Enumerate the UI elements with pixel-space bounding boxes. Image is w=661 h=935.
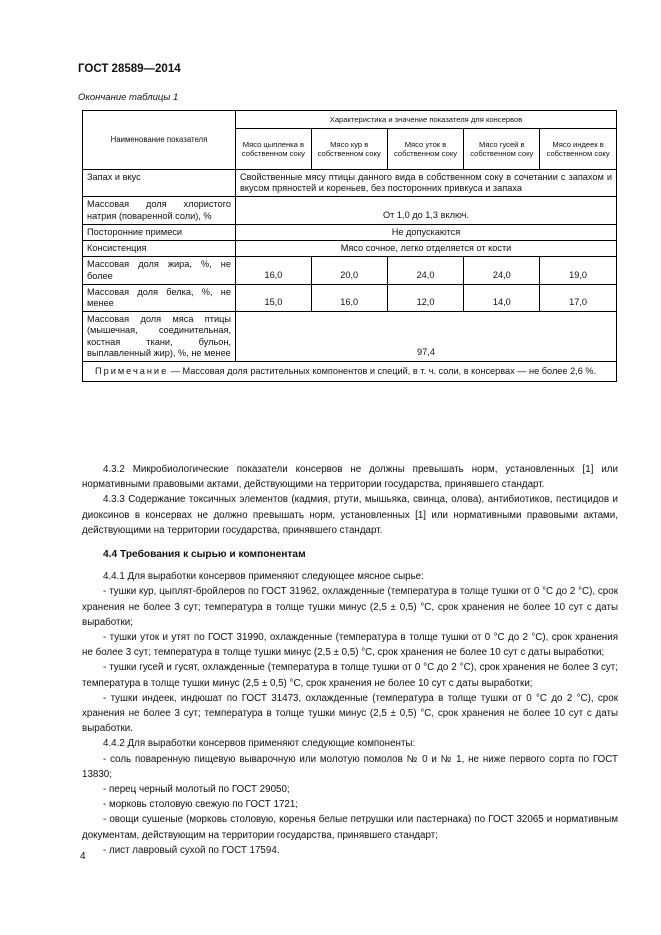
fat-value-duck: 24,0 xyxy=(387,257,464,284)
table-note-row xyxy=(83,362,617,382)
note-label: Примечание xyxy=(95,366,169,377)
row-value-smell: Свойственные мясу птицы данного вида в собственном соку в сочетании с запахом и вкусом пряностей и кореньев, без посторонних привкуса и запаха xyxy=(236,170,617,197)
list-item: - тушки уток и утят по ГОСТ 31990, охлажденные (температура в толще тушки от 0 °С до 2 °С), срок хранения не более 3 сут; температура в толще тушки минус (2,5 ± 0,5) °С, срок хранения не более 10 сут с даты выработки; xyxy=(82,632,618,659)
row-value-meat: 97,4 xyxy=(236,312,617,362)
paragraph-4-4-1: 4.4.1 Для выработки консервов применяют следующее мясное сырье: xyxy=(103,571,424,583)
paragraph-4-3-2: 4.3.2 Микробиологические показатели консервов не должны превышать норм, установленных [1] или нормативными правовыми актами, действующими на территории государства, принявшего стандарт. xyxy=(82,464,618,491)
list-item: - соль поваренную пищевую выварочную или молотую помолов № 0 и № 1, не ниже первого сорта по ГОСТ 13830; xyxy=(82,753,618,780)
column-header-duck: Мясо уток в собственном соку xyxy=(387,129,464,170)
column-header-name: Наименование показателя xyxy=(83,111,236,170)
fat-value-goose: 24,0 xyxy=(464,257,540,284)
paragraph-4-3-3: 4.3.3 Содержание токсичных элементов (кадмия, ртути, мышьяка, свинца, олова), антибиотиков, пестицидов и диоксинов в консервах не должно превышать норм, установленных [1] или нормативными правовыми актами, действующими на территории государства, принявшего стандарт. xyxy=(82,494,618,536)
document-title: ГОСТ 28589—2014 xyxy=(78,63,181,75)
protein-value-duck: 12,0 xyxy=(387,284,464,311)
body-text xyxy=(82,462,618,858)
group-header: Характеристика и значение показателя для консервов xyxy=(236,111,617,129)
row-name-fat: Массовая доля жира, %, не более xyxy=(83,257,236,284)
indicators-table xyxy=(82,110,617,382)
section-heading-4-4: 4.4 Требования к сырью и компонентам xyxy=(103,549,306,561)
list-item: - овощи сушеные (морковь столовую, коренья белые петрушки или пастернака) по ГОСТ 32065 и нормативным документам, действующим на территории государства, принявшего стандарт; xyxy=(82,814,618,841)
list-item: - перец черный молотый по ГОСТ 29050; xyxy=(103,784,290,796)
table-header-row xyxy=(83,111,617,129)
page-number: 4 xyxy=(80,851,86,862)
row-name-protein: Массовая доля белка, %, не менее xyxy=(83,284,236,311)
list-item: - тушки индеек, индюшат по ГОСТ 31473, охлажденные (температура в толще тушки от 0 °С до 2 °С), срок хранения не более 3 сут; температура в толще тушки минус (2,5 ± 0,5) °С, срок хранения не более 10 сут с даты выработки. xyxy=(82,692,618,735)
table-caption: Окончание таблицы 1 xyxy=(78,92,179,103)
row-value-salt: От 1,0 до 1,3 включ. xyxy=(236,197,617,224)
table-row xyxy=(83,312,617,362)
row-value-impurities: Не допускаются xyxy=(236,224,617,240)
row-name-impurities: Посторонние примеси xyxy=(83,224,236,240)
list-item: - лист лавровый сухой по ГОСТ 17594. xyxy=(103,844,280,856)
row-name-meat: Массовая доля мяса птицы (мышечная, соединительная, костная ткани, бульон, выплавленный жир), %, не менее xyxy=(83,312,236,362)
protein-value-hen: 16,0 xyxy=(311,284,387,311)
fat-value-chicken: 16,0 xyxy=(236,257,312,284)
table-row xyxy=(83,170,617,197)
table-row xyxy=(83,284,617,311)
row-name-salt: Массовая доля хлористого натрия (поваренной соли), % xyxy=(83,197,236,224)
table-row xyxy=(83,241,617,257)
fat-value-hen: 20,0 xyxy=(311,257,387,284)
protein-value-goose: 14,0 xyxy=(464,284,540,311)
table-row xyxy=(83,257,617,284)
row-value-consistency: Мясо сочное, легко отделяется от кости xyxy=(236,241,617,257)
list-item: - тушки кур, цыплят-бройлеров по ГОСТ 31962, охлажденные (температура в толще тушки от 0 °С до 2 °С), срок хранения не более 3 сут; температура в толще тушки минус (2,5 ± 0,5) °С, срок хранения не более 10 сут с даты выработки; xyxy=(82,586,618,628)
table-row xyxy=(83,224,617,240)
protein-value-chicken: 15,0 xyxy=(236,284,312,311)
fat-value-turkey: 19,0 xyxy=(540,257,617,284)
row-name-smell: Запах и вкус xyxy=(83,170,236,197)
paragraph-4-4-2: 4.4.2 Для выработки консервов применяют следующие компоненты: xyxy=(103,738,416,750)
protein-value-turkey: 17,0 xyxy=(540,284,617,311)
column-header-hen: Мясо кур в собственном соку xyxy=(311,129,387,170)
note-text: — Массовая доля растительных компонентов и специй, в т. ч. соли, в консервах — не более 2,6 %. xyxy=(168,366,597,377)
list-item: - тушки гусей и гусят, охлажденные (температура в толще тушки от 0 °С до 2 °С), срок хранения не более 3 сут; температура в толще тушки минус (2,5 ± 0,5) °С, срок хранения не более 10 сут с даты выработки; xyxy=(82,662,618,689)
column-header-goose: Мясо гусей в собственном соку xyxy=(464,129,540,170)
row-name-consistency: Консистенция xyxy=(83,241,236,257)
column-header-turkey: Мясо индеек в собственном соку xyxy=(540,129,617,170)
column-header-chicken: Мясо цыпленка в собственном соку xyxy=(236,129,312,170)
table-row xyxy=(83,197,617,224)
table-note xyxy=(83,362,617,382)
list-item: - морковь столовую свежую по ГОСТ 1721; xyxy=(103,799,299,811)
